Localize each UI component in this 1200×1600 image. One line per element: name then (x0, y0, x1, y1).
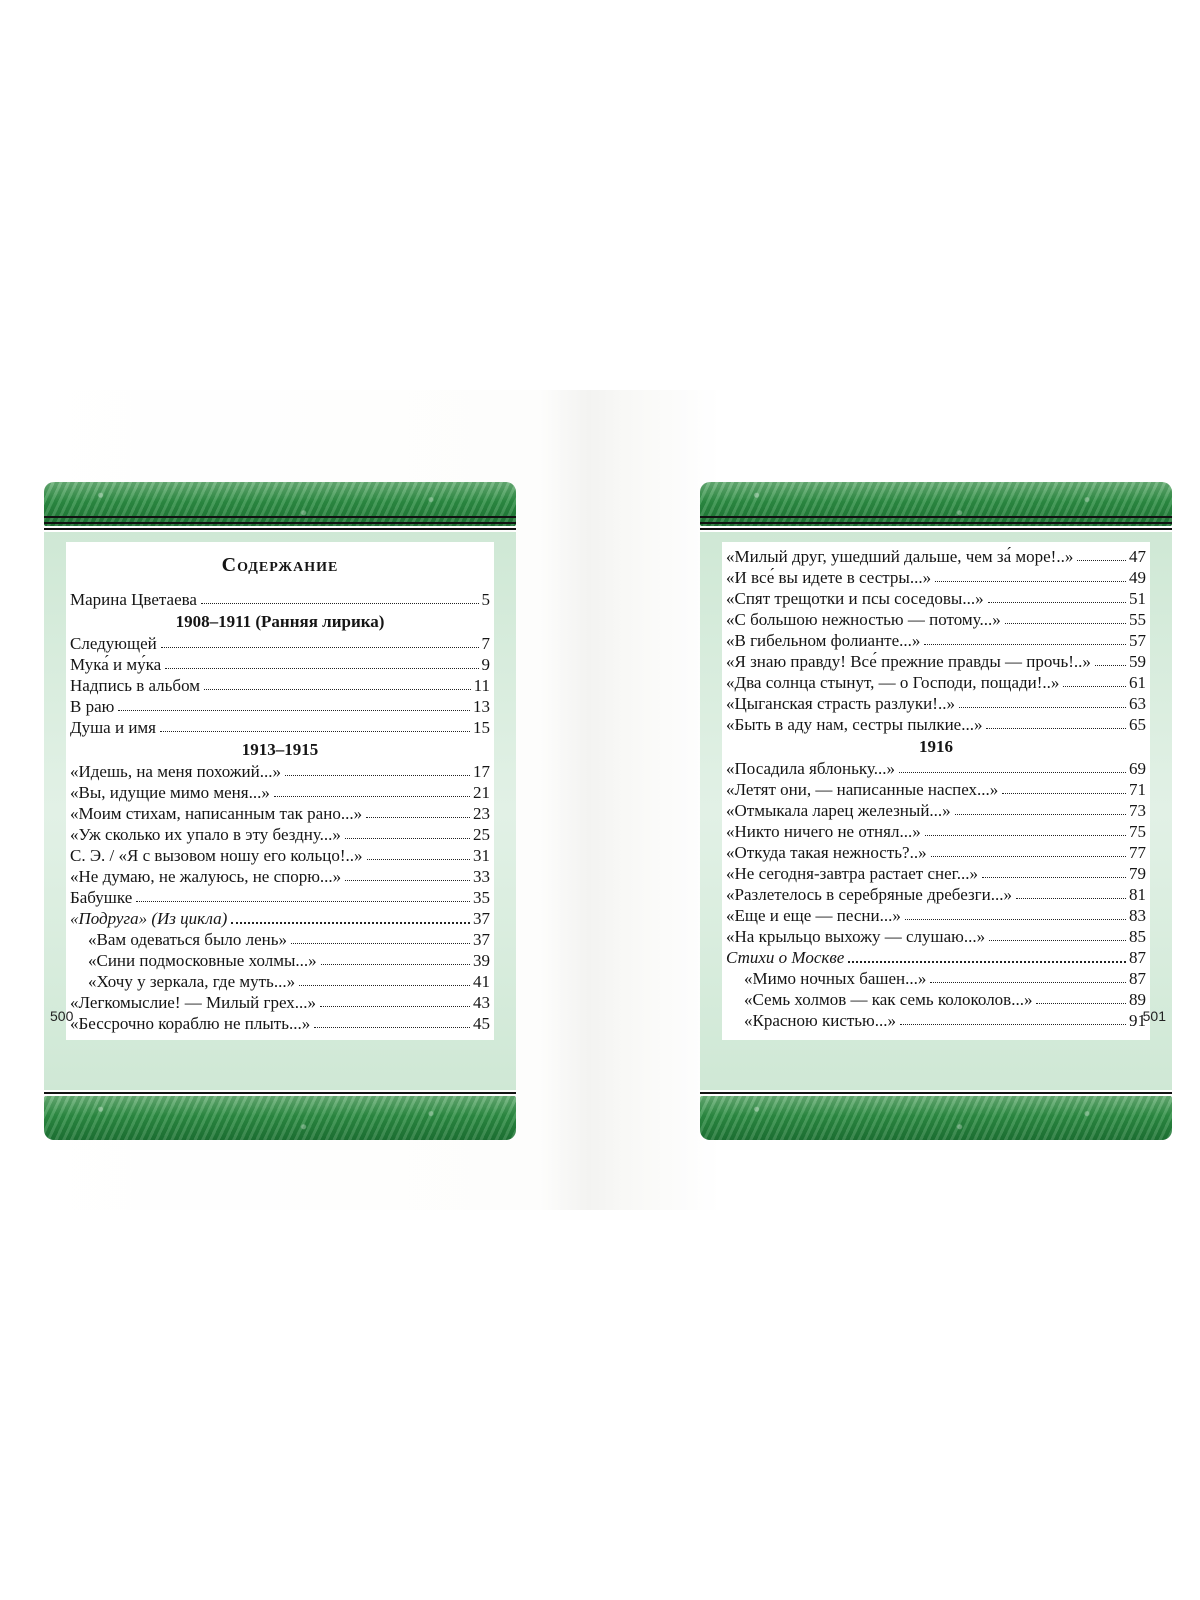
entry-title: «Два солнца стынут, — о Господи, пощади!..» (726, 673, 1060, 692)
entry-title: «Мимо ночных башен...» (744, 969, 927, 988)
toc-entry[interactable] (726, 609, 1146, 630)
toc-entry[interactable] (726, 714, 1146, 735)
entry-title: «Идешь, на меня похожий...» (70, 762, 281, 781)
right-page (700, 482, 1172, 1140)
toc-entry[interactable] (70, 803, 490, 824)
entry-page-number: 91 (1129, 1011, 1146, 1030)
entry-page-number: 63 (1129, 694, 1146, 713)
entry-page-number: 83 (1129, 906, 1146, 925)
entry-page-number: 77 (1129, 843, 1146, 862)
toc-entry[interactable] (726, 968, 1146, 989)
entry-page-number: 31 (473, 846, 490, 865)
entry-page-number: 51 (1129, 589, 1146, 608)
dot-leader (930, 982, 1126, 983)
entry-page-number: 81 (1129, 885, 1146, 904)
entry-page-number: 17 (473, 762, 490, 781)
entry-title: «Бессрочно кораблю не плыть...» (70, 1014, 311, 1033)
entry-page-number: 5 (481, 590, 490, 609)
entry-page-number: 71 (1129, 780, 1146, 799)
dot-leader (314, 1027, 470, 1028)
dot-leader (986, 728, 1126, 729)
contents-list (70, 542, 490, 1034)
dot-leader (989, 940, 1126, 941)
toc-entry[interactable] (70, 633, 490, 654)
toc-entry[interactable] (726, 947, 1146, 968)
page-number: 501 (1142, 1008, 1166, 1024)
toc-entry[interactable] (70, 717, 490, 738)
entry-page-number: 25 (473, 825, 490, 844)
entry-title: «На крыльцо выхожу — слушаю...» (726, 927, 986, 946)
toc-entry[interactable] (70, 782, 490, 803)
dot-leader (899, 772, 1126, 773)
toc-entry[interactable] (70, 866, 490, 887)
dot-leader (299, 985, 470, 986)
toc-entry[interactable] (726, 758, 1146, 779)
entry-page-number: 55 (1129, 610, 1146, 629)
entry-page-number: 13 (473, 697, 490, 716)
toc-entry[interactable] (726, 905, 1146, 926)
dot-leader (291, 943, 470, 944)
dot-leader (345, 838, 470, 839)
toc-entry[interactable] (70, 654, 490, 675)
entry-title: Марина Цветаева (70, 590, 197, 609)
entry-page-number: 45 (473, 1014, 490, 1033)
entry-page-number: 61 (1129, 673, 1146, 692)
contents-panel (66, 542, 494, 1040)
entry-page-number: 35 (473, 888, 490, 907)
dot-leader (1016, 898, 1126, 899)
entry-page-number: 15 (473, 718, 490, 737)
entry-title: «Вы, идущие мимо меня...» (70, 783, 270, 802)
entry-title: «Я знаю правду! Все́ прежние правды — прочь!..» (726, 652, 1091, 671)
entry-title: «Вам одеваться было лень» (88, 930, 287, 949)
toc-entry[interactable] (70, 675, 490, 696)
dot-leader (367, 859, 470, 860)
dot-leader (366, 817, 470, 818)
toc-entry[interactable] (726, 863, 1146, 884)
toc-entry[interactable] (70, 761, 490, 782)
entry-title: «Быть в аду нам, сестры пылкие...» (726, 715, 983, 734)
entry-page-number: 49 (1129, 568, 1146, 587)
entry-page-number: 47 (1129, 547, 1146, 566)
entry-title: «Уж сколько их упало в эту бездну...» (70, 825, 341, 844)
entry-title: Следующей (70, 634, 157, 653)
toc-entry[interactable] (726, 926, 1146, 947)
entry-page-number: 7 (481, 634, 490, 653)
entry-title: Стихи о Москве (726, 948, 845, 967)
decorative-rule-top (700, 516, 1172, 530)
dot-leader (1002, 793, 1126, 794)
dot-leader (136, 901, 470, 902)
entry-title: Бабушке (70, 888, 133, 907)
dot-leader (274, 796, 470, 797)
entry-title: «Милый друг, ушедший дальше, чем за́ море!..» (726, 547, 1074, 566)
entry-title: «И все́ вы идете в сестры...» (726, 568, 932, 587)
entry-page-number: 9 (481, 655, 490, 674)
dot-leader (982, 877, 1126, 878)
contents-list (726, 546, 1146, 1031)
toc-entry[interactable] (70, 887, 490, 908)
dot-leader (345, 880, 470, 881)
toc-entry[interactable] (70, 971, 490, 992)
dot-leader (161, 647, 479, 648)
entry-page-number: 73 (1129, 801, 1146, 820)
page-frame (44, 532, 516, 1090)
dot-leader (201, 603, 479, 604)
entry-page-number: 57 (1129, 631, 1146, 650)
entry-title: В раю (70, 697, 115, 716)
entry-title: «Не сегодня-завтра растает снег...» (726, 864, 978, 883)
toc-entry[interactable] (726, 693, 1146, 714)
dot-leader (988, 602, 1126, 603)
toc-entry[interactable] (726, 672, 1146, 693)
toc-entry[interactable] (726, 884, 1146, 905)
entry-title: «Откуда такая нежность?..» (726, 843, 927, 862)
entry-title: «Никто ничего не отнял...» (726, 822, 921, 841)
entry-page-number: 87 (1129, 948, 1146, 967)
dot-leader (321, 964, 470, 965)
toc-entry[interactable] (70, 1013, 490, 1034)
dot-leader (204, 689, 471, 690)
entry-title: «Отмыкала ларец железный...» (726, 801, 951, 820)
entry-page-number: 79 (1129, 864, 1146, 883)
toc-entry[interactable] (726, 546, 1146, 567)
section-heading: 1908–1911 (Ранняя лирика) (175, 612, 385, 631)
entry-title: «Моим стихам, написанным так рано...» (70, 804, 363, 823)
dot-leader (320, 1006, 470, 1007)
dot-leader (165, 668, 478, 669)
entry-title: «В гибельном фолианте...» (726, 631, 921, 650)
section-heading: 1916 (919, 737, 953, 756)
dot-leader (959, 707, 1126, 708)
dot-leader (1063, 686, 1126, 687)
dot-leader (231, 922, 470, 924)
toc-entry[interactable] (70, 589, 490, 610)
toc-entry[interactable] (726, 842, 1146, 863)
dot-leader (1095, 665, 1126, 666)
dot-leader (935, 581, 1126, 582)
entry-title: «Летят они, — написанные наспех...» (726, 780, 999, 799)
toc-entry[interactable] (70, 992, 490, 1013)
toc-entry[interactable] (70, 696, 490, 717)
toc-entry[interactable] (726, 588, 1146, 609)
page-number: 500 (50, 1008, 74, 1024)
entry-page-number: 43 (473, 993, 490, 1012)
entry-title: «Легкомыслие! — Милый грех...» (70, 993, 317, 1012)
contents-panel (722, 542, 1150, 1040)
entry-title: «Семь холмов — как семь колоколов...» (744, 990, 1033, 1009)
entry-title: «Подруга» (Из цикла) (70, 909, 228, 928)
dot-leader (924, 644, 1126, 645)
toc-entry[interactable] (726, 989, 1146, 1010)
toc-entry[interactable] (726, 779, 1146, 800)
dot-leader (1036, 1003, 1126, 1004)
entry-title: «Спят трещотки и псы соседовы...» (726, 589, 984, 608)
entry-title: Душа и имя (70, 718, 157, 737)
dot-leader (118, 710, 470, 711)
entry-page-number: 87 (1129, 969, 1146, 988)
entry-title: С. Э. / «Я с вызовом ношу его кольцо!..» (70, 846, 363, 865)
toc-entry[interactable] (70, 908, 490, 929)
dot-leader (160, 731, 470, 732)
section-heading: 1913–1915 (241, 740, 319, 759)
dot-leader (1005, 623, 1126, 624)
toc-entry[interactable] (726, 1010, 1146, 1031)
page-frame (700, 532, 1172, 1090)
dot-leader (900, 1024, 1126, 1025)
toc-entry[interactable] (70, 950, 490, 971)
entry-page-number: 69 (1129, 759, 1146, 778)
dot-leader (931, 856, 1126, 857)
toc-entry[interactable] (70, 845, 490, 866)
toc-entry[interactable] (726, 800, 1146, 821)
entry-page-number: 33 (473, 867, 490, 886)
entry-page-number: 85 (1129, 927, 1146, 946)
entry-page-number: 23 (473, 804, 490, 823)
entry-title: «Не думаю, не жалуюсь, не спорю...» (70, 867, 342, 886)
entry-title: Мука́ и му́ка (70, 655, 162, 674)
entry-page-number: 65 (1129, 715, 1146, 734)
dot-leader (925, 835, 1126, 836)
entry-page-number: 89 (1129, 990, 1146, 1009)
dot-leader (1077, 560, 1126, 561)
entry-title: «Красною кистью...» (744, 1011, 897, 1030)
entry-title: «Сини подмосковные холмы...» (88, 951, 317, 970)
toc-entry[interactable] (70, 824, 490, 845)
contents-title: Содержание (221, 554, 339, 576)
entry-page-number: 59 (1129, 652, 1146, 671)
toc-entry[interactable] (726, 821, 1146, 842)
entry-page-number: 21 (473, 783, 490, 802)
dot-leader (905, 919, 1126, 920)
left-page (44, 482, 516, 1140)
entry-title: «Цыганская страсть разлуки!..» (726, 694, 955, 713)
entry-page-number: 37 (473, 930, 490, 949)
entry-title: «Посадила яблоньку...» (726, 759, 895, 778)
entry-page-number: 39 (473, 951, 490, 970)
entry-page-number: 75 (1129, 822, 1146, 841)
toc-entry[interactable] (726, 651, 1146, 672)
decorative-rule-top (44, 516, 516, 530)
dot-leader (848, 961, 1126, 963)
entry-page-number: 37 (473, 909, 490, 928)
entry-title: «Хочу у зеркала, где муть...» (88, 972, 296, 991)
green-border-bottom (700, 1096, 1172, 1140)
entry-title: «Еще и еще — песни...» (726, 906, 901, 925)
dot-leader (285, 775, 470, 776)
entry-page-number: 41 (473, 972, 490, 991)
toc-entry[interactable] (726, 630, 1146, 651)
entry-page-number: 11 (473, 676, 490, 695)
dot-leader (955, 814, 1126, 815)
entry-title: «Разлетелось в серебряные дребезги...» (726, 885, 1012, 904)
green-border-bottom (44, 1096, 516, 1140)
entry-title: «С большою нежностью — потому...» (726, 610, 1001, 629)
toc-entry[interactable] (726, 567, 1146, 588)
entry-title: Надпись в альбом (70, 676, 201, 695)
toc-entry[interactable] (70, 929, 490, 950)
